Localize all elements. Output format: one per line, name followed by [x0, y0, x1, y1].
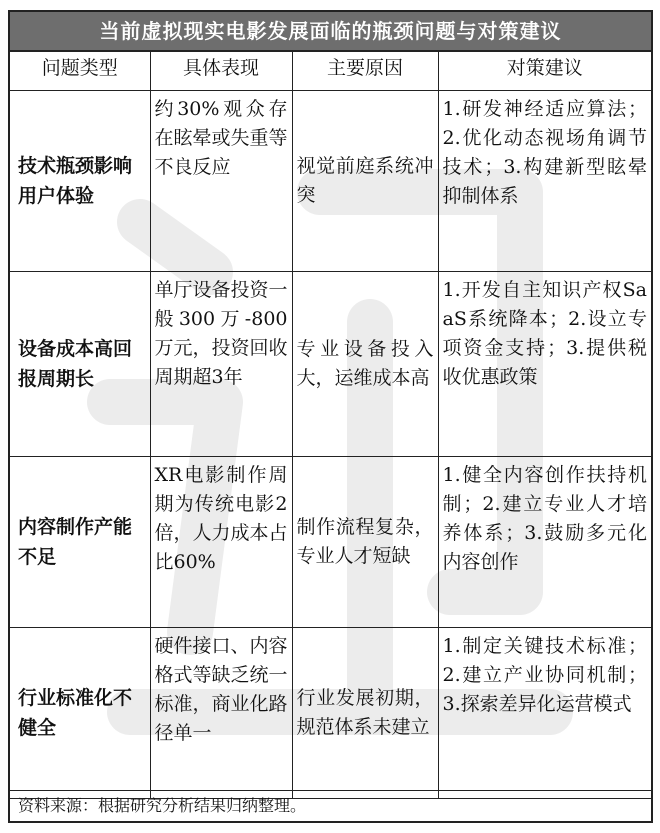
- header-suggestion: 对策建议: [438, 52, 651, 91]
- manifestation-cell: 单厅设备投资一般300万-800万元，投资回收周期超3年: [150, 272, 292, 457]
- cause-cell: 专业设备投入大，运维成本高: [292, 272, 438, 457]
- table-row: [10, 457, 651, 628]
- cause-cell: 行业发展初期，规范体系未建立: [292, 628, 438, 799]
- problem-type-cell: 设备成本高回报周期长: [10, 272, 150, 457]
- suggestion-cell: 1.开发自主知识产权SaaS系统降本；2.设立专项资金支持；3.提供税收优惠政策: [438, 272, 651, 457]
- table-row: [10, 628, 651, 799]
- suggestion-cell: 1.健全内容创作扶持机制；2.建立专业人才培养体系；3.鼓励多元化内容创作: [438, 457, 651, 628]
- manifestation-cell: XR电影制作周期为传统电影2倍，人力成本占比60%: [150, 457, 292, 628]
- cause-cell: 制作流程复杂，专业人才短缺: [292, 457, 438, 628]
- problem-type-cell: 行业标准化不健全: [10, 628, 150, 799]
- header-problem-type: 问题类型: [10, 52, 150, 91]
- cause-cell: 视觉前庭系统冲突: [292, 91, 438, 272]
- suggestion-cell: 1.研发神经适应算法；2.优化动态视场角调节技术；3.构建新型眩晕抑制体系: [438, 91, 651, 272]
- problem-table: [10, 52, 651, 799]
- header-main-cause: 主要原因: [292, 52, 438, 91]
- manifestation-cell: 硬件接口、内容格式等缺乏统一标准，商业化路径单一: [150, 628, 292, 799]
- table-title: 当前虚拟现实电影发展面临的瓶颈问题与对策建议: [10, 12, 651, 52]
- table-row: [10, 91, 651, 272]
- manifestation-cell: 约30%观众存在眩晕或失重等不良反应: [150, 91, 292, 272]
- source-note: 资料来源：根据研究分析结果归纳整理。: [10, 790, 651, 821]
- problem-type-cell: 内容制作产能不足: [10, 457, 150, 628]
- header-manifestation: 具体表现: [150, 52, 292, 91]
- problem-type-cell: 技术瓶颈影响用户体验: [10, 91, 150, 272]
- header-row: [10, 52, 651, 91]
- table-row: [10, 272, 651, 457]
- suggestion-cell: 1.制定关键技术标准；2.建立产业协同机制；3.探索差异化运营模式: [438, 628, 651, 799]
- table-figure: [8, 10, 653, 823]
